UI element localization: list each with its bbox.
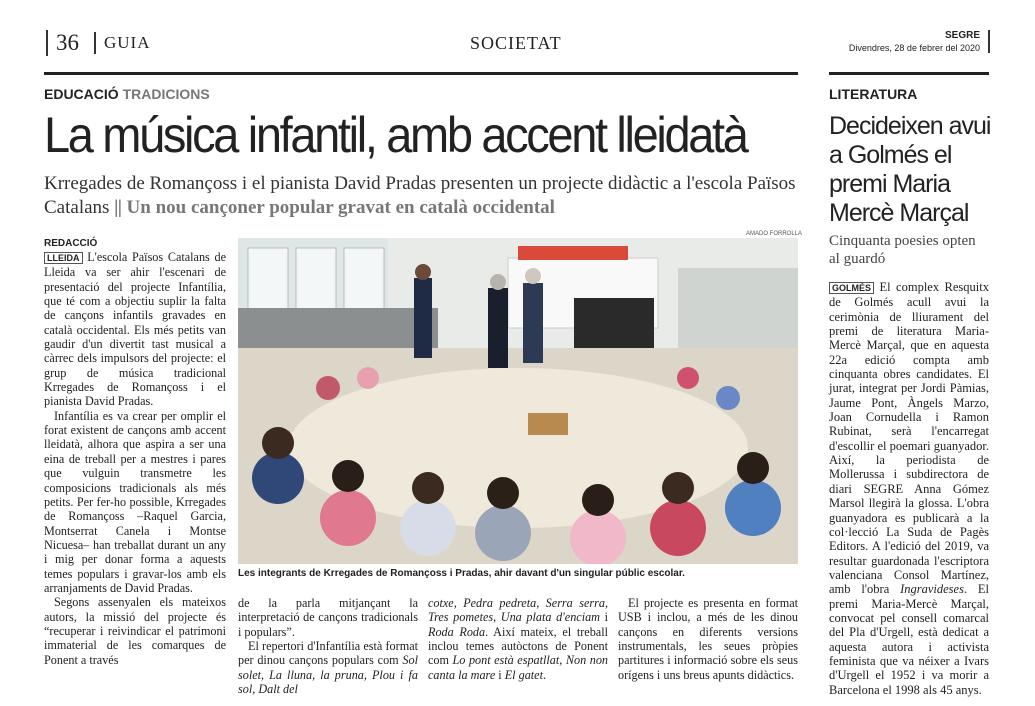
sidebar-body <box>829 280 989 697</box>
byline: REDACCIÓ <box>44 238 98 249</box>
deck-separator: || <box>114 197 122 218</box>
main-top-rule <box>44 72 798 75</box>
section-guia: GUIA <box>94 32 151 54</box>
paragraph-text: El complex Resquitx de Golmés acull avui la cerimònia de lliurament del premi de literatura Maria-Mercè Marçal, que en aquesta 22a edició compta amb cinquanta obres candidates. El jurat, integrat per Jordi Pàmias, Jaume Pont, Àngels Marzo, Joan Cornudella i Ramon Rubinat, serà l'encarregat d'escollir el poemari guanyador. Així, la periodista de Mollerussa i subdirectora de diari SEGRE Anna Gómez Marsol llegirà la glossa. L'obra guanyadora es publicarà a la col·lecció La Suda de Pagès Editors. A l'edició del 2019, va resultar guardonada l'escriptora valenciana Consol Martínez, amb l'obra <box>829 280 989 597</box>
article-paragraph <box>428 596 608 682</box>
sidebar-subhead: Cinquanta poesies opten al guardó <box>829 233 976 267</box>
paragraph-text: i <box>495 667 505 682</box>
newspaper-masthead <box>849 30 990 53</box>
song-titles: El gatet <box>504 667 543 682</box>
song-titles: Roda Roda <box>428 624 486 639</box>
song-titles: Lo pont està espatllat, Non non canta la mare <box>428 653 609 682</box>
paragraph-text: L'escola Països Catalans de Lleida va ser ahir l'escenari de presentació del projecte Infantília, que té com a objectiu suplir la falta de cançons infantils gravades en català occidental. Els més petits van gaudir d'un divertit tast musical a càrrec dels impulsors del projecte: el grup de música tradicional Krregades de Romançoss i el pianista David Pradas. <box>44 250 227 409</box>
photo-credit: AMADO FORROLLA <box>746 231 803 237</box>
sidebar-kicker: LITERATURA <box>829 86 918 102</box>
section-societat: SOCIETAT <box>470 33 562 53</box>
paragraph-text: . <box>542 667 547 682</box>
article-paragraph <box>238 639 418 696</box>
deck-main: Krregades de Romançoss i el pianista David Pradas presenten un projecte didàctic a l'escola Països Catalans <box>44 173 796 218</box>
article-headline: La música infantil, amb accent lleidatà <box>44 107 747 163</box>
classroom-photo-illustration <box>238 238 798 564</box>
sidebar-headline: Decideixen avui a Golmés el premi Maria Mercè Marçal <box>829 112 991 227</box>
article-paragraph: El projecte es presenta en format USB i inclou, a més de les dinou cançons en diferents versions instrumentals, les seues pròpies partitures i informació sobre els seus orígens i uns breus apunts didàctics. <box>618 596 798 682</box>
paragraph-text: i <box>599 610 608 625</box>
location-tag: LLEIDA <box>44 252 83 264</box>
article-column-3 <box>428 596 608 682</box>
article-paragraph: Infantília es va crear per omplir el forat existent de cançons amb accent lleidatà, alhora que aspira a ser una eina de treball per a mestres i pares que vulguin transmetre les composicions tradicionals als més petits. Per fer-ho possible, Krregades de Romançoss –Raquel Garcia, Montserrat Canela i Montse Nicuesa– han treballat durant un any i mig per donar forma a aquests temes populars i gravar-los amb els arranjaments de David Pradas. <box>44 408 226 595</box>
newspaper-name: SEGRE <box>944 30 980 41</box>
article-paragraph: Segons assenyalen els mateixos autors, la missió del projecte és “recuperar i reivindicar el patrimoni immaterial de les comarques de Ponent a través <box>44 595 226 667</box>
page-number: 36 <box>46 30 79 56</box>
sidebar-top-rule <box>829 72 989 75</box>
issue-date: Divendres, 28 de febrer del 2020 <box>848 43 980 53</box>
photo-caption: Les integrants de Krregades de Romançoss i Pradas, ahir davant d'un singular públic escolar. <box>238 568 685 579</box>
article-column-4 <box>618 596 798 682</box>
song-titles: cotxe, Pedra pedreta, Serra serra, Tres pometes, Una plata d'enciam <box>428 596 608 625</box>
article-column-1 <box>44 250 226 667</box>
article-deck <box>44 172 804 220</box>
article-column-2 <box>238 596 418 696</box>
song-titles: Sol solet, La lluna, la pruna, Plou i fa sol, Dalt del <box>238 653 418 697</box>
article-paragraph: de la parla mitjançant la interpretació de cançons tradicionals i populars”. <box>238 596 418 639</box>
kicker-sub: TRADICIONS <box>122 86 210 102</box>
deck-alt: Un nou cançoner popular gravat en català occidental <box>126 197 555 218</box>
article-paragraph <box>44 250 226 409</box>
paragraph-text: El repertori d'Infantília està format per dinou cançons populars com <box>238 639 418 668</box>
book-title: Ingravideses <box>900 582 964 597</box>
article-kicker <box>44 86 210 102</box>
classroom-photo <box>238 238 798 564</box>
paragraph-text: . El premi Maria-Mercè Marçal, convocat pel consell comarcal del Pla d'Urgell, està dedicat a aquesta autora i activista feminista que va néixer a Ivars d'Urgell el 1952 i va morir a Barcelona el 1998 als 45 anys. <box>829 582 989 697</box>
paragraph-text: . Així mateix, el treball inclou temes autòctons de Ponent com <box>428 624 608 668</box>
kicker-main: EDUCACIÓ <box>44 86 119 102</box>
location-tag: GOLMÉS <box>829 282 874 294</box>
article-paragraph <box>829 280 989 697</box>
